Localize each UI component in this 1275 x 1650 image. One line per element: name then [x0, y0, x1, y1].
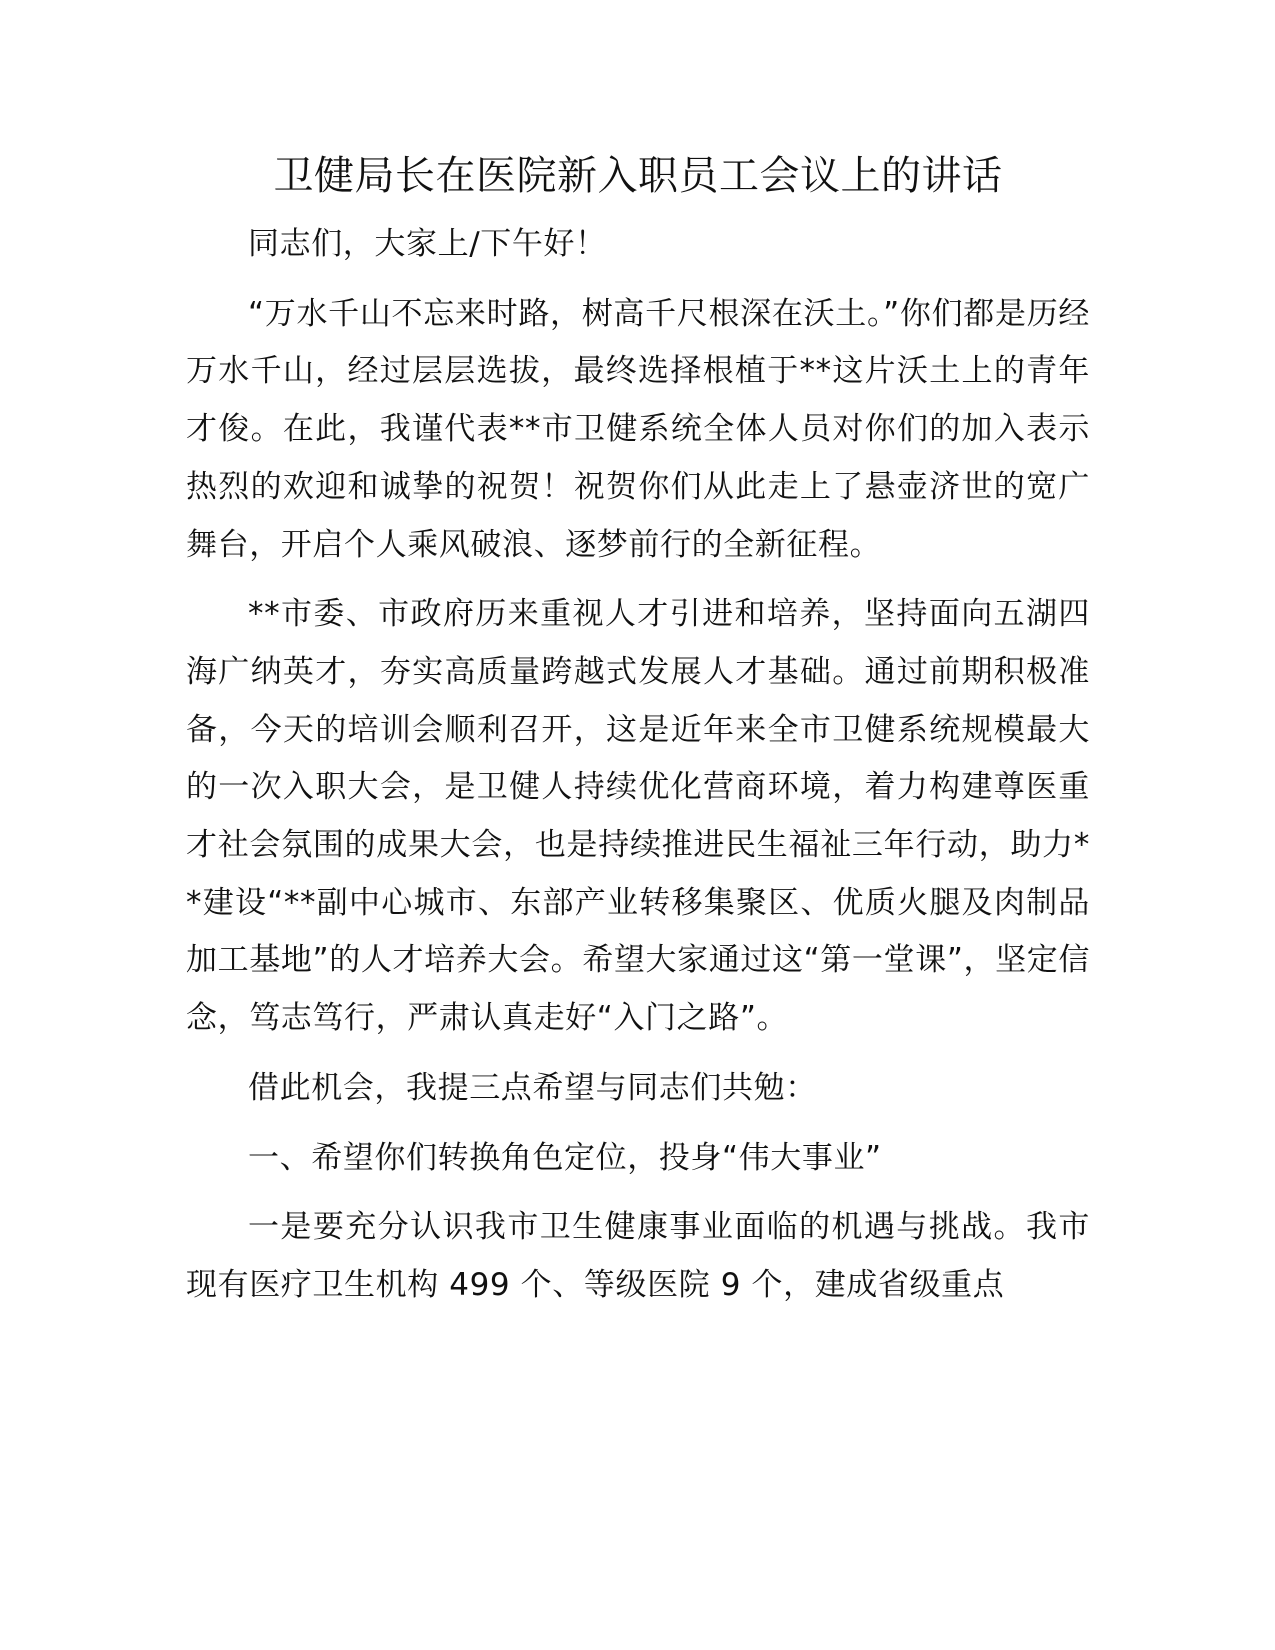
paragraph-greeting: 同志们，大家上/下午好！: [248, 226, 607, 262]
paragraph-section-1-body: 一是要充分认识我市卫生健康事业面临的机遇与挑战。我市现有医疗卫生机构 499 个、等级医院 9 个，建成省级重点: [186, 1209, 1090, 1303]
paragraph-talent: **市委、市政府历来重视人才引进和培养，坚持面向五湖四海广纳英才，夯实高质量跨越式发展人才基础。通过前期积极准备，今天的培训会顺利召开，这是近年来全市卫健系统规模最大的一次入职大会，是卫健人持续优化营商环境，着力构建尊医重才社会氛围的成果大会，也是持续推进民生福祉三年行动，助力**建设“**副中心城市、东部产业转移集聚区、优质火腿及肉制品加工基地”的人才培养大会。希望大家通过这“第一堂课”，坚定信念，笃志笃行，严肃认真走好“入门之路”。: [186, 596, 1090, 1037]
paragraph-welcome: “万水千山不忘来时路，树高千尺根深在沃土。”你们都是历经万水千山，经过层层选拔，最终选择根植于**这片沃土上的青年才俊。在此，我谨代表**市卫健系统全体人员对你们的加入表示热烈的欢迎和诚挚的祝贺！祝贺你们从此走上了悬壶济世的宽广舞台，开启个人乘风破浪、逐梦前行的全新征程。: [186, 295, 1090, 563]
document-body: [186, 146, 1090, 1315]
paragraph-three-hopes-intro: 借此机会，我提三点希望与同志们共勉：: [248, 1069, 817, 1106]
section-heading-1: 一、希望你们转换角色定位，投身“伟大事业”: [248, 1139, 882, 1176]
document-title: 卫健局长在医院新入职员工会议上的讲话: [273, 153, 1003, 199]
